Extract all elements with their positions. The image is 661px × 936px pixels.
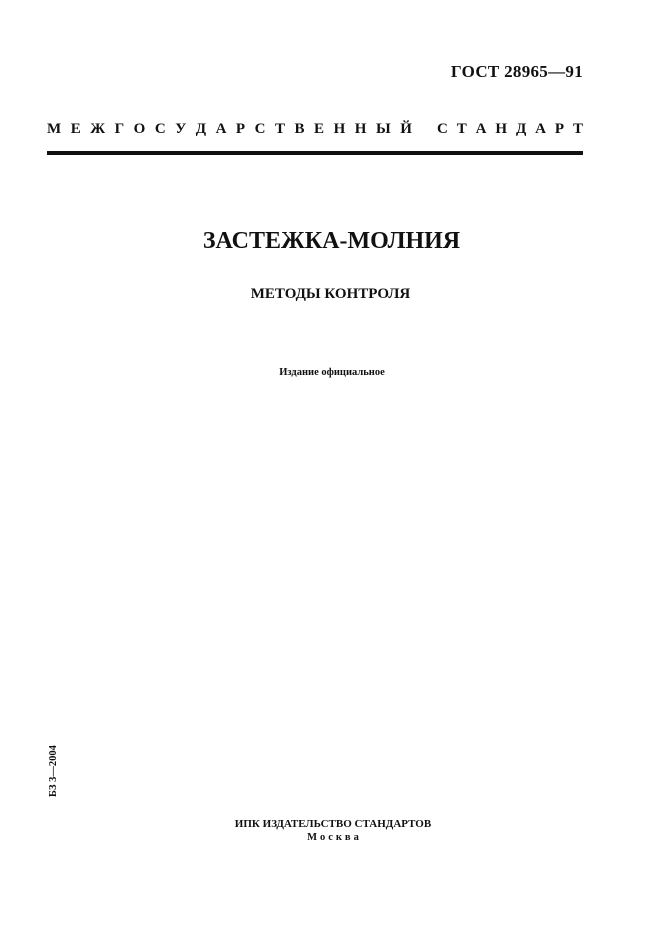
letter: М <box>47 121 62 137</box>
letter: Р <box>235 121 246 137</box>
letter: В <box>294 121 305 137</box>
standard-type-word-interstate <box>47 121 412 138</box>
letter: А <box>215 121 227 137</box>
letter: Д <box>195 121 207 137</box>
letter: А <box>475 121 487 137</box>
letter: Н <box>333 121 346 137</box>
document-subtitle: МЕТОДЫ КОНТРОЛЯ <box>250 286 411 302</box>
letter: Й <box>400 121 412 137</box>
standard-type-word-standard <box>437 121 583 138</box>
letter: Ы <box>375 121 391 137</box>
edition-note: Издание официальное <box>279 367 385 378</box>
letter: Т <box>274 121 285 137</box>
letter: О <box>133 121 146 137</box>
letter: Р <box>554 121 565 137</box>
header-rule <box>47 151 583 155</box>
letter: С <box>437 121 448 137</box>
letter: Ж <box>90 121 106 137</box>
document-title: ЗАСТЕЖКА-МОЛНИЯ <box>202 228 461 254</box>
letter: Д <box>515 121 527 137</box>
letter: С <box>254 121 266 137</box>
letter: А <box>535 121 546 137</box>
side-code: БЗ 3—2004 <box>48 745 59 797</box>
letter: Т <box>572 121 583 137</box>
letter: Е <box>70 121 81 137</box>
letter: Н <box>495 121 508 137</box>
publisher-name: ИПК ИЗДАТЕЛЬСТВО СТАНДАРТОВ <box>234 818 432 830</box>
letter: Н <box>354 121 367 137</box>
letter: Е <box>314 121 325 137</box>
letter: У <box>175 121 187 137</box>
gost-number: ГОСТ 28965—91 <box>450 62 583 81</box>
letter: Г <box>114 121 125 137</box>
letter: С <box>154 121 166 137</box>
publisher-city: Москва <box>307 832 362 843</box>
standard-type-label <box>47 121 583 138</box>
letter: Т <box>456 121 467 137</box>
